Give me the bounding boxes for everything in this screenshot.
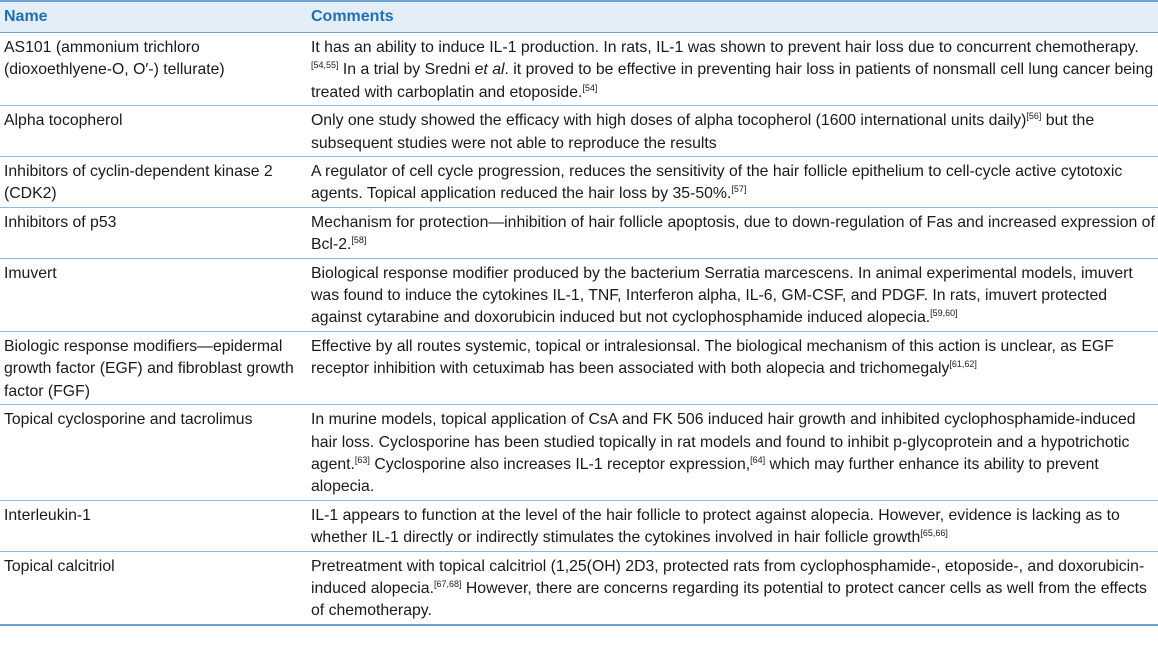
agent-name: Alpha tocopherol <box>0 106 303 157</box>
header-row <box>0 1 1158 33</box>
comment-text: Only one study showed the efficacy with high doses of alpha tocopherol (1600 international units daily) <box>311 112 1027 130</box>
agent-name: Topical cyclosporine and tacrolimus <box>0 405 303 501</box>
table-row <box>0 157 1158 208</box>
comment-text: but the subsequent studies were not able to reproduce the results <box>311 112 1095 152</box>
table-row <box>0 106 1158 157</box>
table-row <box>0 33 1158 106</box>
comment-text: A regulator of cell cycle progression, reduces the sensitivity of the hair follicle epithelium to cell-cycle active cytotoxic agents. Topical application reduced the hair loss by 35-50%. <box>311 163 1123 203</box>
agent-name: Biologic response modifiers—epidermal growth factor (EGF) and fibroblast growth factor (FGF) <box>0 331 303 404</box>
header-name: Name <box>0 1 303 33</box>
citation-ref: [65,66] <box>920 528 948 539</box>
citation-ref: [64] <box>750 454 766 465</box>
citation-ref: [63] <box>354 454 370 465</box>
citation-ref: [59,60] <box>930 308 958 319</box>
comment-text: IL-1 appears to function at the level of the hair follicle to protect against alopecia. However, evidence is lacking as to whether IL-1 directly or indirectly stimulates the cytokines involved in hair follicle growth <box>311 506 1120 547</box>
comment-text: Effective by all routes systemic, topical or intralesionsal. The biological mechanism of this action is unclear, as EGF receptor inhibition with cetuximab has been associated with both alopecia and trichomegaly <box>311 337 1114 378</box>
agent-comment <box>303 106 1158 157</box>
agent-comment <box>303 157 1158 208</box>
agent-name: Inhibitors of p53 <box>0 207 303 258</box>
table-row <box>0 551 1158 625</box>
table-row <box>0 500 1158 551</box>
comment-text: In murine models, topical application of CsA and FK 506 induced hair growth and inhibited cyclophosphamide-induced hair loss. Cyclosporine has been studied topically in rat models and found to inhibit p-glycoprotein and a hypotrichotic agent. <box>311 411 1136 473</box>
table-row <box>0 405 1158 501</box>
agent-comment <box>303 405 1158 501</box>
comment-text: However, there are concerns regarding its potential to protect cancer cells as well from the effects of chemotherapy. <box>311 579 1147 620</box>
citation-ref: [67,68] <box>433 578 462 589</box>
agent-comment <box>303 500 1158 551</box>
citation-ref: [61,62] <box>949 359 977 370</box>
header-comments: Comments <box>303 1 1158 33</box>
comment-text: Biological response modifier produced by the bacterium Serratia marcescens. In animal experimental models, imuvert was found to induce the cytokines IL-1, TNF, Interferon alpha, IL-6, GM-CSF, and PDGF. In rats, imuvert protected against cytarabine and doxorubicin induced but not cyclophosphamide induced alopecia. <box>311 264 1133 327</box>
agent-comment <box>303 551 1158 625</box>
table-row <box>0 331 1158 404</box>
agent-name: Topical calcitriol <box>0 551 303 625</box>
comment-text: It has an ability to induce IL-1 production. In rats, IL-1 was shown to prevent hair loss due to concurrent chemotherapy. <box>311 39 1139 56</box>
agent-comment <box>303 33 1158 106</box>
comment-text: . it proved to be effective in preventing hair loss in patients of nonsmall cell lung cancer being treated with carboplatin and etoposide. <box>311 61 1154 101</box>
agent-name: AS101 (ammonium trichloro (dioxoethlyene-O, O′-) tellurate) <box>0 33 303 106</box>
comment-text: Pretreatment with topical calcitriol (1,25(OH) 2D3, protected rats from cyclophosphamide-, etoposide-, and doxorubicin-induced alopecia. <box>311 557 1145 597</box>
agent-name: Inhibitors of cyclin-dependent kinase 2 (CDK2) <box>0 157 303 208</box>
agent-comment <box>303 258 1158 331</box>
table-row <box>0 207 1158 258</box>
citation-ref: [58] <box>351 235 367 246</box>
comment-italic: et al <box>474 61 505 79</box>
citation-ref: [56] <box>1026 111 1042 122</box>
citation-ref: [54,55] <box>311 60 339 71</box>
table-row <box>0 258 1158 331</box>
comment-text: Cyclosporine also increases IL-1 receptor expression, <box>369 455 751 473</box>
agent-name: Imuvert <box>0 258 303 331</box>
comment-text: In a trial by Sredni <box>338 61 475 79</box>
comment-text: Mechanism for protection—inhibition of hair follicle apoptosis, due to down-regulation of Fas and increased expression of Bcl-2. <box>311 213 1155 254</box>
citation-ref: [54] <box>582 82 598 93</box>
citation-ref: [57] <box>731 184 747 195</box>
agent-comment <box>303 207 1158 258</box>
agent-comment <box>303 331 1158 404</box>
agent-name: Interleukin-1 <box>0 500 303 551</box>
comment-text: which may further enhance its ability to prevent alopecia. <box>311 455 1099 496</box>
